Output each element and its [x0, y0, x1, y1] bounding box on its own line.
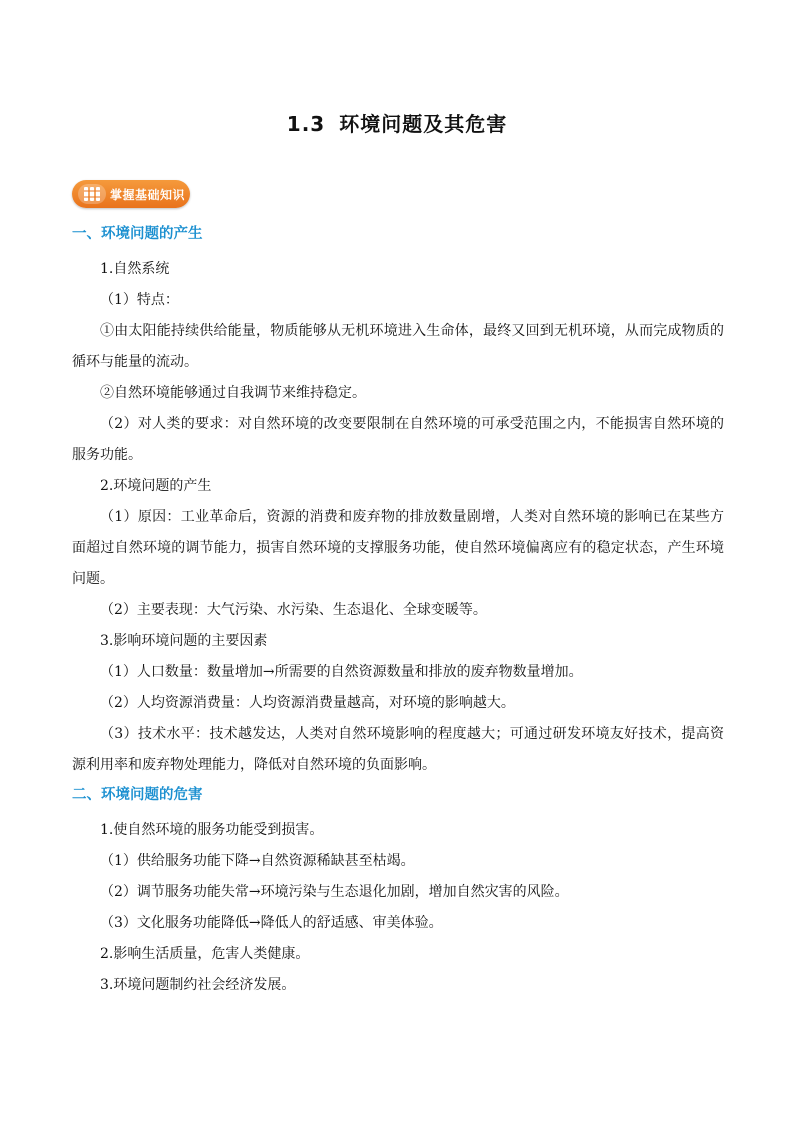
paragraph: 1.使自然环境的服务功能受到损害。 [100, 822, 324, 838]
paragraph: （3）技术水平：技术越发达，人类对自然环境影响的程度越大；可通过研发环境友好技术，提高资源利用率和废弃物处理能力，降低对自然环境的负面影响。 [72, 726, 724, 773]
paragraph: ①由太阳能持续供给能量，物质能够从无机环境进入生命体，最终又回到无机环境，从而完成物质的循环与能量的流动。 [72, 323, 724, 370]
page-title [0, 108, 794, 137]
badge-label: 掌握基础知识 [110, 187, 186, 202]
paragraph: 3.环境问题制约社会经济发展。 [100, 977, 296, 993]
title-number: 1.3 [286, 112, 326, 136]
paragraph: （1）人口数量：数量增加→所需要的自然资源数量和排放的废弃物数量增加。 [100, 664, 583, 680]
paragraph: （2）人均资源消费量：人均资源消费量越高，对环境的影响越大。 [100, 695, 515, 711]
paragraph: （2）主要表现：大气污染、水污染、生态退化、全球变暖等。 [100, 602, 487, 618]
paragraph: 1.自然系统 [100, 261, 170, 277]
paragraph: 2.影响生活质量，危害人类健康。 [100, 946, 310, 962]
paragraph: （3）文化服务功能降低→降低人的舒适感、审美体验。 [100, 915, 443, 931]
paragraph: ②自然环境能够通过自我调节来维持稳定。 [100, 385, 366, 401]
books-icon [76, 182, 108, 206]
paragraph: （2）调节服务功能失常→环境污染与生态退化加剧，增加自然灾害的风险。 [100, 884, 569, 900]
section-badge [72, 180, 190, 208]
section-heading-2: 二、环境问题的危害 [72, 787, 203, 803]
paragraph: （1）原因：工业革命后，资源的消费和废弃物的排放数量剧增，人类对自然环境的影响已在某些方面超过自然环境的调节能力，损害自然环境的支撑服务功能，使自然环境偏离应有的稳定状态，产生环境问题。 [72, 509, 724, 587]
paragraph: 2.环境问题的产生 [100, 478, 212, 494]
section-heading-1: 一、环境问题的产生 [72, 226, 203, 242]
paragraph: 3.影响环境问题的主要因素 [100, 633, 268, 649]
document-body [72, 222, 724, 1001]
paragraph: （1）供给服务功能下降→自然资源稀缺甚至枯竭。 [100, 853, 415, 869]
title-text: 环境问题及其危害 [339, 112, 508, 136]
paragraph: （2）对人类的要求：对自然环境的改变要限制在自然环境的可承受范围之内，不能损害自然环境的服务功能。 [72, 416, 724, 463]
paragraph: （1）特点： [100, 292, 179, 308]
